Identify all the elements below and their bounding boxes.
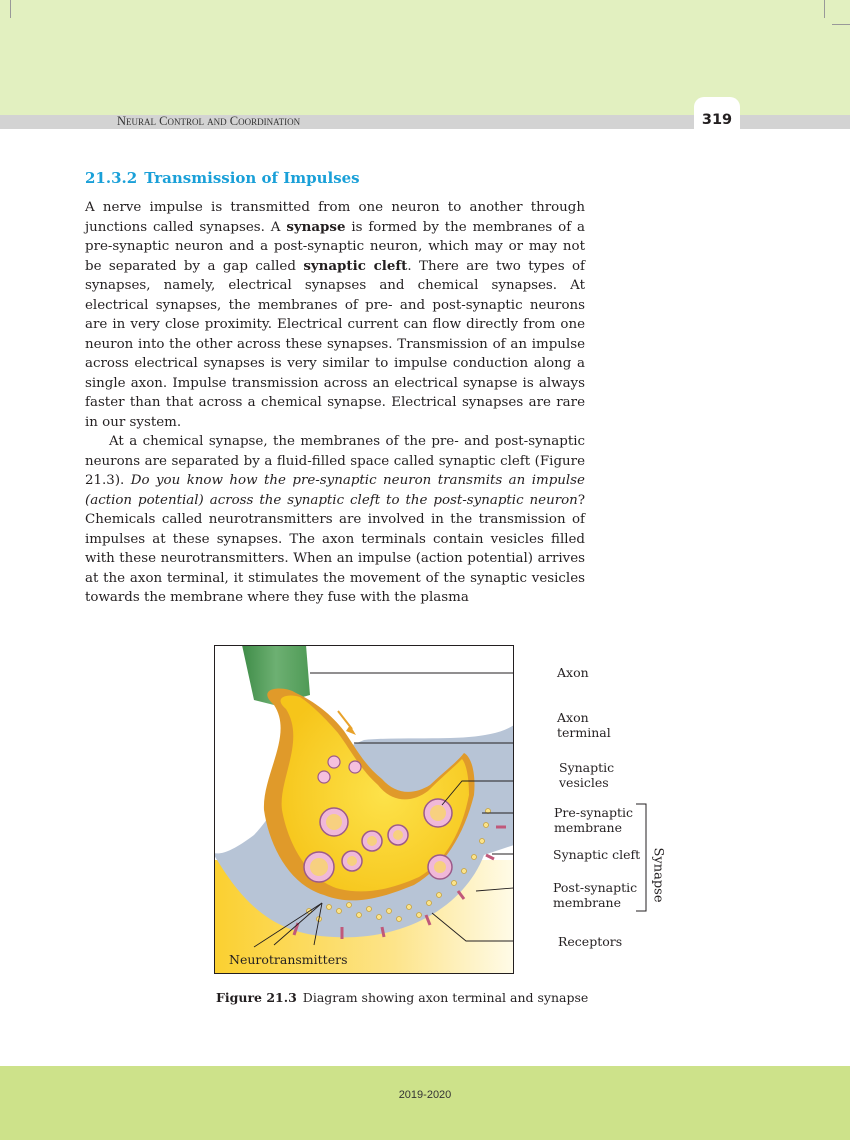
section-title: Transmission of Impulses xyxy=(144,169,360,187)
neurotransmitter-cluster xyxy=(393,830,403,840)
neurotransmitter-cluster xyxy=(347,856,357,866)
page-number: 319 xyxy=(701,112,733,128)
footer-year: 2019-2020 xyxy=(398,1089,452,1101)
label-receptors: Receptors xyxy=(558,934,623,949)
neurotransmitter-cluster xyxy=(367,836,377,846)
caption-text: Diagram showing axon terminal and synapse xyxy=(302,990,589,1005)
label-axon-terminal xyxy=(557,710,611,740)
label-synapse: Synapse xyxy=(650,847,666,903)
body-text xyxy=(85,198,585,608)
label-line: membrane xyxy=(554,820,622,835)
neurotransmitter-cluster xyxy=(326,814,342,830)
italic-question: Do you know how the pre-synaptic neuron transmits an impulse (action potential) across the synaptic cleft to the post-synaptic neuron xyxy=(85,473,585,508)
label-synaptic-cleft: Synaptic cleft xyxy=(553,847,641,862)
label-line: Synaptic xyxy=(559,760,615,775)
text-run: . There are two types of synapses, namely, electrical synapses and chemical synapses. At electrical synapses, the membranes of pre- and post-synaptic neurons are in very close proximity. Electrical current can flow directly from one neuron into the other across these synapses. Transmission of an impulse across electrical synapses is very similar to impulse conduction along a single axon. Impulse transmission across an electrical synapse is always faster than that across a chemical synapse. Electrical synapses are rare in our system. xyxy=(85,258,585,430)
paragraph xyxy=(85,198,585,432)
text-run: is formed by the membranes of a pre-synaptic neuron and a post-synaptic neuron, which may or may not be separated by a gap called xyxy=(85,219,586,274)
label-line: membrane xyxy=(553,895,621,910)
term-synapse: synapse xyxy=(286,218,346,235)
label-line: terminal xyxy=(557,725,611,740)
neurotransmitter-cluster xyxy=(310,858,328,876)
chapter-title: Neural Control and Coordination xyxy=(117,114,301,128)
neurotransmitter-cluster xyxy=(434,861,446,873)
crop-mark xyxy=(10,0,11,18)
vesicle xyxy=(349,761,361,773)
crop-mark xyxy=(824,0,825,18)
crop-mark xyxy=(832,24,850,25)
label-post-synaptic-membrane xyxy=(553,880,637,910)
label-axon: Axon xyxy=(557,665,589,680)
bottom-margin-band xyxy=(0,1066,850,1140)
label-line: vesicles xyxy=(559,775,609,790)
vesicle xyxy=(318,771,330,783)
label-line: Pre-synaptic xyxy=(554,805,634,820)
synapse-illustration xyxy=(214,645,514,974)
section-heading xyxy=(85,169,367,187)
label-neurotransmitters: Neurotransmitters xyxy=(229,952,348,967)
label-line: Axon xyxy=(557,710,589,725)
term-synaptic-cleft: synaptic cleft xyxy=(303,257,408,274)
paragraph xyxy=(85,432,585,608)
section-number: 21.3.2 xyxy=(85,169,138,187)
label-line: Post-synaptic xyxy=(553,880,638,895)
caption-number: Figure 21.3 xyxy=(216,990,297,1005)
synapse-figure xyxy=(214,645,514,974)
text-run: ? Chemicals called neurotransmitters are involved in the transmission of impulses at these synapses. The axon terminals contain vesicles filled with these neurotransmitters. When an impulse (action potential) arrives at the axon terminal, it stimulates the movement of the synaptic vesicles towards the membrane where they fuse with the plasma xyxy=(85,492,585,605)
label-synaptic-vesicles xyxy=(559,760,614,790)
label-pre-synaptic-membrane xyxy=(554,805,633,835)
text-run: A nerve impulse is transmitted from one neuron to another through junctions called synapses. A xyxy=(85,200,585,235)
vesicle xyxy=(328,756,340,768)
text-run: At a chemical synapse, the membranes of the pre- and post-synaptic neurons are separated by a fluid-filled space called synaptic cleft (Figure 21.3). xyxy=(85,434,585,488)
figure-caption xyxy=(216,990,588,1005)
neurotransmitter-cluster xyxy=(430,805,446,821)
